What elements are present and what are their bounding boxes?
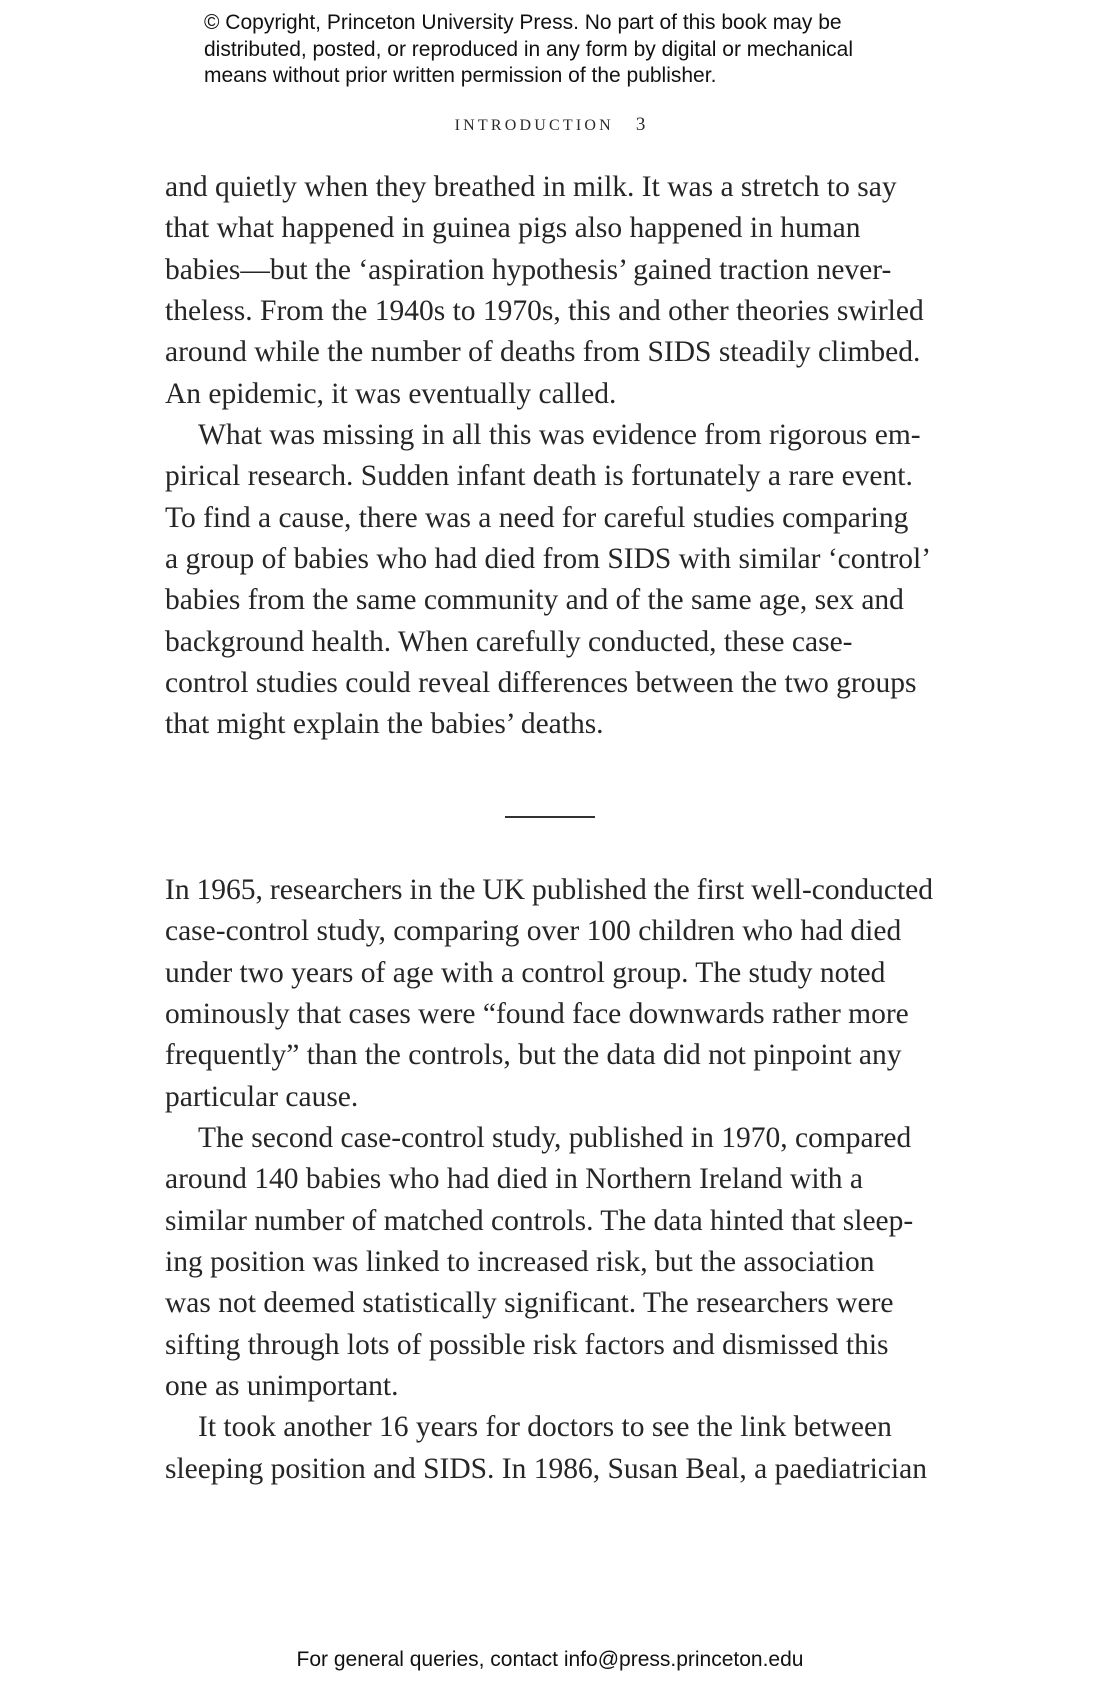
footer-contact: For general queries, contact info@press.princeton.edu [296, 1648, 804, 1671]
text-line: ing position was linked to increased risk, but the association [165, 1246, 875, 1279]
text-line: pirical research. Sudden infant death is fortunately a rare event. [165, 460, 913, 493]
running-head [0, 114, 1100, 136]
text-line: sifting through lots of possible risk factors and dismissed this [165, 1328, 889, 1361]
text-line: It took another 16 years for doctors to see the link between [198, 1411, 892, 1444]
text-line: theless. From the 1940s to 1970s, this and other theories swirled [165, 295, 924, 328]
copyright-notice [204, 10, 924, 90]
copyright-line: © Copyright, Princeton University Press. No part of this book may be [204, 11, 842, 34]
text-line: babies—but the ‘aspiration hypothesis’ gained traction never- [165, 253, 892, 286]
text-line: that what happened in guinea pigs also happened in human [165, 212, 861, 245]
text-line: under two years of age with a control group. The study noted [165, 956, 886, 989]
text-line: To find a cause, there was a need for careful studies comparing [165, 501, 909, 534]
body-section-1 [165, 167, 933, 746]
text-line: frequently” than the controls, but the data did not pinpoint any [165, 1039, 902, 1072]
text-line: control studies could reveal differences between the two groups [165, 667, 917, 700]
text-line: babies from the same community and of the same age, sex and [165, 584, 904, 617]
copyright-line: distributed, posted, or reproduced in any form by digital or mechanical [204, 37, 854, 61]
text-line: around while the number of deaths from SIDS steadily climbed. [165, 336, 921, 369]
text-line: similar number of matched controls. The data hinted that sleep- [165, 1204, 914, 1237]
paragraph [165, 870, 933, 1118]
text-line: particular cause. [165, 1080, 359, 1113]
text-line: one as unimportant. [165, 1370, 399, 1403]
paragraph [165, 1118, 933, 1407]
text-line: An epidemic, it was eventually called. [165, 377, 617, 410]
text-line: What was missing in all this was evidence from rigorous em- [198, 419, 921, 452]
running-head-section: INTRODUCTION [454, 117, 614, 134]
text-line: The second case-control study, published in 1970, compared [198, 1122, 912, 1155]
page-number: 3 [635, 114, 646, 135]
text-line: around 140 babies who had died in Northern Ireland with a [165, 1163, 863, 1196]
paragraph [165, 415, 933, 746]
copyright-line: means without prior written permission of the publisher. [204, 64, 717, 87]
body-section-2 [165, 870, 933, 1490]
paragraph [165, 167, 933, 415]
text-line: and quietly when they breathed in milk. It was a stretch to say [165, 171, 897, 203]
text-line: In 1965, researchers in the UK published the first well-conducted [165, 874, 933, 906]
paragraph [165, 1407, 933, 1490]
text-line: sleeping position and SIDS. In 1986, Susan Beal, a paediatrician [165, 1452, 927, 1485]
text-line: a group of babies who had died from SIDS with similar ‘control’ [165, 543, 932, 576]
text-line: case-control study, comparing over 100 children who had died [165, 915, 902, 948]
text-line: background health. When carefully conducted, these case- [165, 625, 853, 658]
text-line: was not deemed statistically significant. The researchers were [165, 1287, 894, 1320]
text-line: ominously that cases were “found face downwards rather more [165, 998, 909, 1031]
text-line: that might explain the babies’ deaths. [165, 708, 604, 741]
section-break-rule [505, 816, 595, 818]
